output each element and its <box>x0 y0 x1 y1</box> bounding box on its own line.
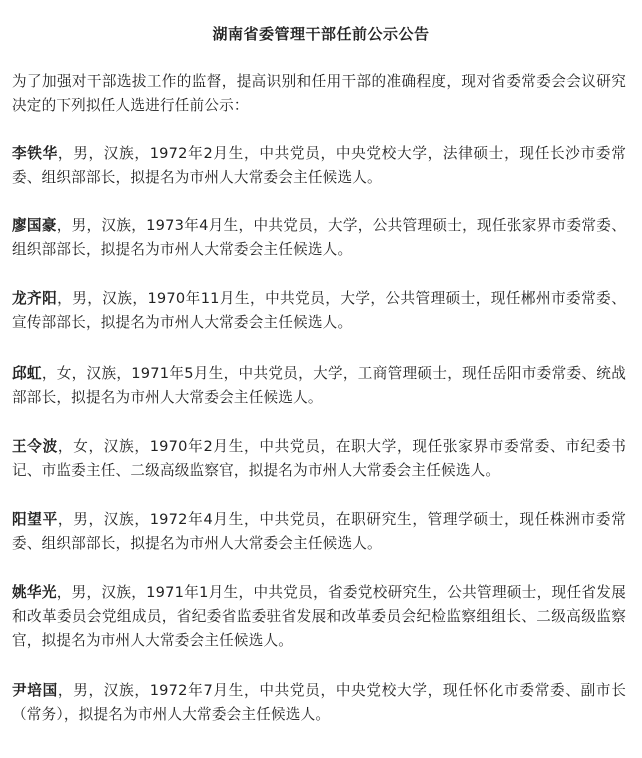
candidate-name: 廖国豪 <box>12 217 57 234</box>
candidate-entry-5 <box>12 435 626 483</box>
candidate-entry-3 <box>12 287 626 335</box>
candidate-name: 王令波 <box>12 438 58 455</box>
candidate-entry-7 <box>12 581 626 653</box>
candidate-details: ，男，汉族，1970年11月生，中共党员，大学，公共管理硕士，现任郴州市委常委、宣传部部长，拟提名为市州人大常委会主任候选人。 <box>12 290 626 331</box>
candidate-name: 龙齐阳 <box>12 290 58 307</box>
candidate-name: 邱虹 <box>12 365 42 382</box>
candidate-details: ，男，汉族，1971年1月生，中共党员，省委党校研究生，公共管理硕士，现任省发展和改革委员会党组成员，省纪委省监委驻省发展和改革委员会纪检监察组组长、二级高级监察官，拟提名为市州人大常委会主任候选人。 <box>12 584 626 649</box>
document-title: 湖南省委管理干部任前公示公告 <box>212 25 430 43</box>
candidate-details: ，男，汉族，1972年7月生，中共党员，中央党校大学，现任怀化市委常委、副市长（常务），拟提名为市州人大常委会主任候选人。 <box>12 682 626 723</box>
candidate-name: 姚华光 <box>12 584 57 601</box>
candidate-details: ，女，汉族，1971年5月生，中共党员，大学，工商管理硕士，现任岳阳市委常委、统战部部长，拟提名为市州人大常委会主任候选人。 <box>12 365 626 406</box>
candidate-details: ，男，汉族，1972年2月生，中共党员，中央党校大学，法律硕士，现任长沙市委常委、组织部部长，拟提名为市州人大常委会主任候选人。 <box>12 145 626 186</box>
candidate-details: ，女，汉族，1970年2月生，中共党员，在职大学，现任张家界市委常委、市纪委书记、市监委主任、二级高级监察官，拟提名为市州人大常委会主任候选人。 <box>12 438 626 479</box>
candidate-entry-1 <box>12 142 626 190</box>
candidate-entry-6 <box>12 508 626 556</box>
candidate-name: 尹培国 <box>12 682 58 699</box>
candidate-details: ，男，汉族，1972年4月生，中共党员，在职研究生，管理学硕士，现任株洲市委常委、组织部部长，拟提名为市州人大常委会主任候选人。 <box>12 511 626 552</box>
candidate-entry-4 <box>12 362 626 410</box>
intro-paragraph: 为了加强对干部选拔工作的监督，提高识别和任用干部的准确程度，现对省委常委会会议研究决定的下列拟任人选进行任前公示： <box>12 73 626 114</box>
candidate-entry-8 <box>12 679 626 727</box>
candidate-details: ，男，汉族，1973年4月生，中共党员，大学，公共管理硕士，现任张家界市委常委、组织部部长，拟提名为市州人大常委会主任候选人。 <box>12 217 626 258</box>
candidate-entry-2 <box>12 214 626 262</box>
candidate-name: 李铁华 <box>12 145 58 162</box>
candidate-name: 阳望平 <box>12 511 58 528</box>
